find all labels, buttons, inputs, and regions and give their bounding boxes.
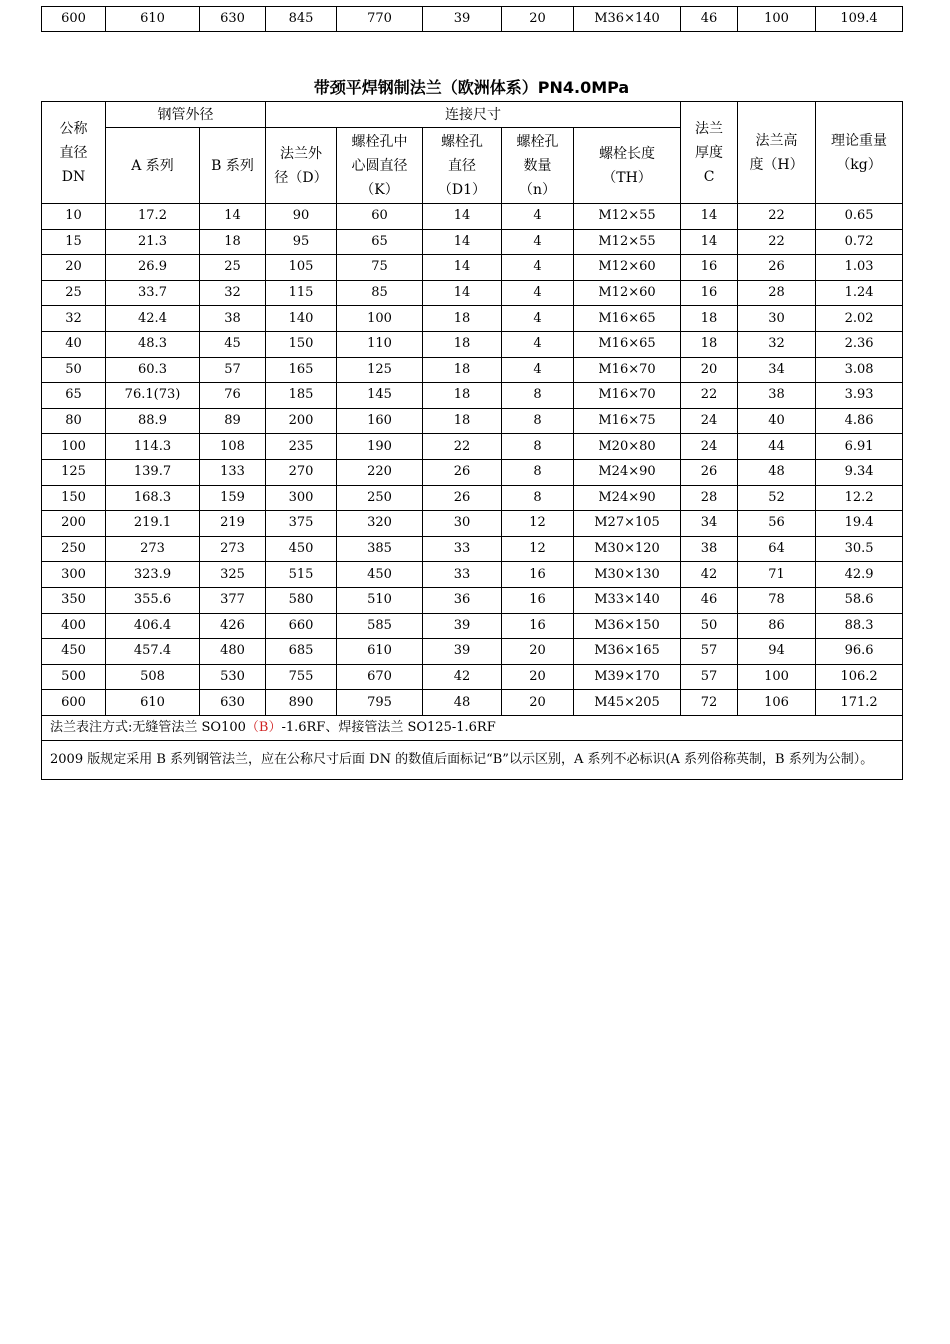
cell: 4: [502, 331, 574, 357]
cell: 250: [42, 536, 106, 562]
cell: 8: [502, 383, 574, 409]
cell: 12: [502, 511, 574, 537]
header-line: 度（H）: [749, 156, 804, 173]
cell: 4: [502, 204, 574, 230]
cell: 0.72: [816, 229, 903, 255]
cell: 78: [738, 587, 816, 613]
cell: 8: [502, 459, 574, 485]
cell: 32: [200, 280, 266, 306]
header-line: （kg）: [836, 156, 882, 173]
header-line: 螺栓孔中: [351, 133, 408, 150]
table-row: [42, 613, 903, 639]
cell: 159: [200, 485, 266, 511]
cell: 300: [266, 485, 337, 511]
cell: 44: [738, 434, 816, 460]
header-line: 法兰外: [280, 145, 322, 162]
cell: 89: [200, 408, 266, 434]
cell: 94: [738, 639, 816, 665]
cell: 48.3: [106, 331, 200, 357]
cell: 100: [738, 664, 816, 690]
cell: 426: [200, 613, 266, 639]
cell: 46: [681, 7, 738, 32]
note-highlight: （B）: [245, 719, 282, 735]
cell: 34: [738, 357, 816, 383]
cell: 30: [423, 511, 502, 537]
cell: 20: [681, 357, 738, 383]
cell: 325: [200, 562, 266, 588]
cell: 24: [681, 408, 738, 434]
note-row-standard: [42, 740, 903, 779]
cell: 770: [337, 7, 423, 32]
header-flange-od: [266, 128, 337, 204]
table-row: [42, 7, 903, 32]
cell: 42: [681, 562, 738, 588]
cell: 85: [337, 280, 423, 306]
cell: 377: [200, 587, 266, 613]
table-row: [42, 331, 903, 357]
table-row: [42, 280, 903, 306]
cell: M16×70: [574, 357, 681, 383]
note-standard: 2009 版规定采用 B 系列钢管法兰，应在公称尺寸后面 DN 的数值后面标记“B”以示区别，A 系列不必标识(A 系列俗称英制，B 系列为公制）。: [42, 740, 903, 779]
header-line: （D1）: [437, 181, 487, 198]
cell: 20: [502, 639, 574, 665]
cell: 33: [423, 562, 502, 588]
cell: 105: [266, 255, 337, 281]
cell: 26: [423, 459, 502, 485]
cell: 64: [738, 536, 816, 562]
cell: 273: [200, 536, 266, 562]
cell: 18: [423, 306, 502, 332]
cell: 80: [42, 408, 106, 434]
cell: 96.6: [816, 639, 903, 665]
cell: 3.93: [816, 383, 903, 409]
cell: 8: [502, 485, 574, 511]
cell: 15: [42, 229, 106, 255]
cell: 16: [502, 562, 574, 588]
header-line: （K）: [360, 181, 399, 198]
cell: 160: [337, 408, 423, 434]
cell: 32: [738, 331, 816, 357]
cell: 133: [200, 459, 266, 485]
cell: 42: [423, 664, 502, 690]
cell: 71: [738, 562, 816, 588]
header-line: 螺栓长度: [599, 145, 656, 162]
cell: M12×55: [574, 229, 681, 255]
cell: 45: [200, 331, 266, 357]
cell: 33.7: [106, 280, 200, 306]
cell: 845: [266, 7, 337, 32]
cell: 8: [502, 434, 574, 460]
cell: M27×105: [574, 511, 681, 537]
cell: 40: [738, 408, 816, 434]
cell: 890: [266, 690, 337, 716]
cell: 76.1(73): [106, 383, 200, 409]
cell: 400: [42, 613, 106, 639]
cell: 610: [337, 639, 423, 665]
cell: 30: [738, 306, 816, 332]
cell: M12×60: [574, 255, 681, 281]
table-row: [42, 306, 903, 332]
header-bolt-count: [502, 128, 574, 204]
cell: 18: [681, 331, 738, 357]
cell: 185: [266, 383, 337, 409]
cell: 150: [42, 485, 106, 511]
table-title: 带颈平焊钢制法兰（欧洲体系）PN4.0MPa: [313, 78, 630, 97]
cell: 109.4: [816, 7, 903, 32]
cell: 22: [738, 229, 816, 255]
cell: M12×55: [574, 204, 681, 230]
cell: 515: [266, 562, 337, 588]
cell: 22: [738, 204, 816, 230]
cell: 22: [423, 434, 502, 460]
cell: 16: [681, 255, 738, 281]
cell: 50: [681, 613, 738, 639]
cell: 450: [337, 562, 423, 588]
cell: 46: [681, 587, 738, 613]
header-line: 理论重量: [831, 132, 888, 149]
cell: 0.65: [816, 204, 903, 230]
cell: 20: [502, 690, 574, 716]
cell: 139.7: [106, 459, 200, 485]
cell: 273: [106, 536, 200, 562]
cell: M16×75: [574, 408, 681, 434]
cell: 2.02: [816, 306, 903, 332]
header-line: C: [703, 168, 715, 185]
cell: 95: [266, 229, 337, 255]
cell: M36×165: [574, 639, 681, 665]
cell: 610: [106, 7, 200, 32]
cell: 42.4: [106, 306, 200, 332]
cell: 16: [502, 587, 574, 613]
cell: 168.3: [106, 485, 200, 511]
cell: 2.36: [816, 331, 903, 357]
cell: 580: [266, 587, 337, 613]
cell: 76: [200, 383, 266, 409]
cell: 375: [266, 511, 337, 537]
cell: 16: [502, 613, 574, 639]
cell: 26.9: [106, 255, 200, 281]
cell: 14: [423, 229, 502, 255]
table-row: [42, 562, 903, 588]
cell: 57: [681, 664, 738, 690]
cell: 65: [42, 383, 106, 409]
cell: 171.2: [816, 690, 903, 716]
header-bolt-hole-dia: [423, 128, 502, 204]
note-row-designation: [42, 715, 903, 740]
cell: 219.1: [106, 511, 200, 537]
cell: 114.3: [106, 434, 200, 460]
cell: 25: [200, 255, 266, 281]
cell: 106: [738, 690, 816, 716]
cell: 480: [200, 639, 266, 665]
cell: M33×140: [574, 587, 681, 613]
table-row: [42, 204, 903, 230]
header-line: 直径: [448, 157, 476, 174]
table-row: [42, 511, 903, 537]
cell: 20: [502, 664, 574, 690]
cell: 150: [266, 331, 337, 357]
cell: 18: [423, 331, 502, 357]
cell: 60: [337, 204, 423, 230]
cell: 20: [502, 7, 574, 32]
table-row: [42, 357, 903, 383]
cell: 14: [423, 204, 502, 230]
cell: 17.2: [106, 204, 200, 230]
cell: 100: [42, 434, 106, 460]
cell: 33: [423, 536, 502, 562]
cell: 19.4: [816, 511, 903, 537]
header-bolt-circle: [337, 128, 423, 204]
cell: 56: [738, 511, 816, 537]
cell: 755: [266, 664, 337, 690]
cell: 457.4: [106, 639, 200, 665]
cell: 57: [200, 357, 266, 383]
cell: 406.4: [106, 613, 200, 639]
header-line: 心圆直径: [351, 157, 408, 174]
cell: M36×150: [574, 613, 681, 639]
cell: M36×140: [574, 7, 681, 32]
cell: 39: [423, 639, 502, 665]
cell: 165: [266, 357, 337, 383]
header-connection: 连接尺寸: [266, 102, 681, 128]
cell: M16×65: [574, 306, 681, 332]
continued-table-row: [41, 6, 903, 32]
cell: 190: [337, 434, 423, 460]
header-series-a: A 系列: [106, 128, 200, 204]
cell: 450: [266, 536, 337, 562]
table-row: [42, 536, 903, 562]
header-thickness: [681, 102, 738, 204]
cell: 14: [423, 280, 502, 306]
cell: 200: [266, 408, 337, 434]
cell: 145: [337, 383, 423, 409]
cell: 48: [423, 690, 502, 716]
cell: 26: [423, 485, 502, 511]
cell: 350: [42, 587, 106, 613]
cell: 28: [738, 280, 816, 306]
note-text: 法兰表注方式:无缝管法兰 SO100: [50, 719, 246, 735]
cell: M30×130: [574, 562, 681, 588]
cell: 14: [681, 204, 738, 230]
cell: 38: [738, 383, 816, 409]
cell: 30.5: [816, 536, 903, 562]
cell: 106.2: [816, 664, 903, 690]
cell: 38: [200, 306, 266, 332]
header-line: 数量: [523, 157, 552, 174]
cell: 58.6: [816, 587, 903, 613]
cell: 1.03: [816, 255, 903, 281]
table-row: [42, 383, 903, 409]
cell: 685: [266, 639, 337, 665]
cell: 4: [502, 280, 574, 306]
cell: 18: [200, 229, 266, 255]
cell: 14: [423, 255, 502, 281]
cell: 4: [502, 357, 574, 383]
cell: 10: [42, 204, 106, 230]
cell: 630: [200, 690, 266, 716]
cell: 140: [266, 306, 337, 332]
cell: 610: [106, 690, 200, 716]
cell: 110: [337, 331, 423, 357]
cell: 16: [681, 280, 738, 306]
cell: 38: [681, 536, 738, 562]
cell: 219: [200, 511, 266, 537]
cell: 510: [337, 587, 423, 613]
cell: 88.3: [816, 613, 903, 639]
cell: M16×70: [574, 383, 681, 409]
cell: 508: [106, 664, 200, 690]
cell: 39: [423, 613, 502, 639]
table-row: [42, 459, 903, 485]
cell: 28: [681, 485, 738, 511]
cell: 3.08: [816, 357, 903, 383]
cell: 75: [337, 255, 423, 281]
cell: 22: [681, 383, 738, 409]
table-row: [42, 255, 903, 281]
cell: 24: [681, 434, 738, 460]
header-line: DN: [61, 168, 86, 185]
cell: 125: [42, 459, 106, 485]
cell: M16×65: [574, 331, 681, 357]
table-row: [42, 639, 903, 665]
cell: 500: [42, 664, 106, 690]
cell: 630: [200, 7, 266, 32]
header-nominal-diameter: [42, 102, 106, 204]
cell: 115: [266, 280, 337, 306]
header-line: 厚度: [695, 144, 724, 161]
cell: 100: [738, 7, 816, 32]
cell: 235: [266, 434, 337, 460]
header-line: 径（D）: [274, 169, 328, 186]
cell: 100: [337, 306, 423, 332]
cell: 52: [738, 485, 816, 511]
cell: 323.9: [106, 562, 200, 588]
cell: M12×60: [574, 280, 681, 306]
cell: 660: [266, 613, 337, 639]
cell: 14: [681, 229, 738, 255]
cell: 18: [423, 357, 502, 383]
cell: 40: [42, 331, 106, 357]
cell: 1.24: [816, 280, 903, 306]
cell: 36: [423, 587, 502, 613]
cell: 4.86: [816, 408, 903, 434]
table-row: [42, 587, 903, 613]
cell: 585: [337, 613, 423, 639]
table-row: [42, 434, 903, 460]
cell: 355.6: [106, 587, 200, 613]
cell: 20: [42, 255, 106, 281]
cell: 12: [502, 536, 574, 562]
header-pipe-od: 钢管外径: [106, 102, 266, 128]
table-row: [42, 229, 903, 255]
cell: 18: [681, 306, 738, 332]
header-line: 螺栓孔: [516, 133, 559, 150]
header-line: 螺栓孔: [441, 133, 483, 150]
cell: 6.91: [816, 434, 903, 460]
cell: 220: [337, 459, 423, 485]
cell: 26: [738, 255, 816, 281]
cell: 320: [337, 511, 423, 537]
cell: 12.2: [816, 485, 903, 511]
header-height: [738, 102, 816, 204]
header-bolt-length: [574, 128, 681, 204]
note-text: -1.6RF、焊接管法兰 SO125-1.6RF: [281, 719, 496, 735]
cell: 42.9: [816, 562, 903, 588]
header-weight: [816, 102, 903, 204]
header-line: 法兰高: [755, 132, 798, 149]
cell: M30×120: [574, 536, 681, 562]
cell: 57: [681, 639, 738, 665]
cell: 25: [42, 280, 106, 306]
table-row: [42, 690, 903, 716]
cell: 530: [200, 664, 266, 690]
cell: M39×170: [574, 664, 681, 690]
note-designation: [42, 715, 903, 740]
header-line: 公称: [59, 120, 88, 137]
cell: 88.9: [106, 408, 200, 434]
cell: 108: [200, 434, 266, 460]
cell: 4: [502, 255, 574, 281]
cell: 48: [738, 459, 816, 485]
cell: 90: [266, 204, 337, 230]
cell: 39: [423, 7, 502, 32]
cell: 18: [423, 408, 502, 434]
cell: M24×90: [574, 459, 681, 485]
cell: 72: [681, 690, 738, 716]
cell: 14: [200, 204, 266, 230]
cell: 50: [42, 357, 106, 383]
cell: 250: [337, 485, 423, 511]
header-line: 法兰: [695, 120, 724, 137]
cell: M45×205: [574, 690, 681, 716]
cell: 600: [42, 690, 106, 716]
header-line: （n）: [518, 181, 557, 198]
cell: 270: [266, 459, 337, 485]
cell: M20×80: [574, 434, 681, 460]
header-line: 直径: [59, 144, 88, 161]
cell: 65: [337, 229, 423, 255]
cell: 21.3: [106, 229, 200, 255]
table-row: [42, 664, 903, 690]
cell: 600: [42, 7, 106, 32]
table-row: [42, 485, 903, 511]
header-line: （TH）: [602, 169, 652, 186]
cell: M24×90: [574, 485, 681, 511]
cell: 34: [681, 511, 738, 537]
table-row: [42, 408, 903, 434]
cell: 26: [681, 459, 738, 485]
cell: 670: [337, 664, 423, 690]
cell: 450: [42, 639, 106, 665]
cell: 32: [42, 306, 106, 332]
cell: 8: [502, 408, 574, 434]
cell: 385: [337, 536, 423, 562]
cell: 125: [337, 357, 423, 383]
cell: 4: [502, 306, 574, 332]
cell: 200: [42, 511, 106, 537]
cell: 60.3: [106, 357, 200, 383]
cell: 300: [42, 562, 106, 588]
header-series-b: B 系列: [200, 128, 266, 204]
cell: 9.34: [816, 459, 903, 485]
cell: 795: [337, 690, 423, 716]
cell: 4: [502, 229, 574, 255]
cell: 86: [738, 613, 816, 639]
cell: 18: [423, 383, 502, 409]
header-row-1: [42, 102, 903, 128]
flange-spec-table: [41, 101, 903, 780]
